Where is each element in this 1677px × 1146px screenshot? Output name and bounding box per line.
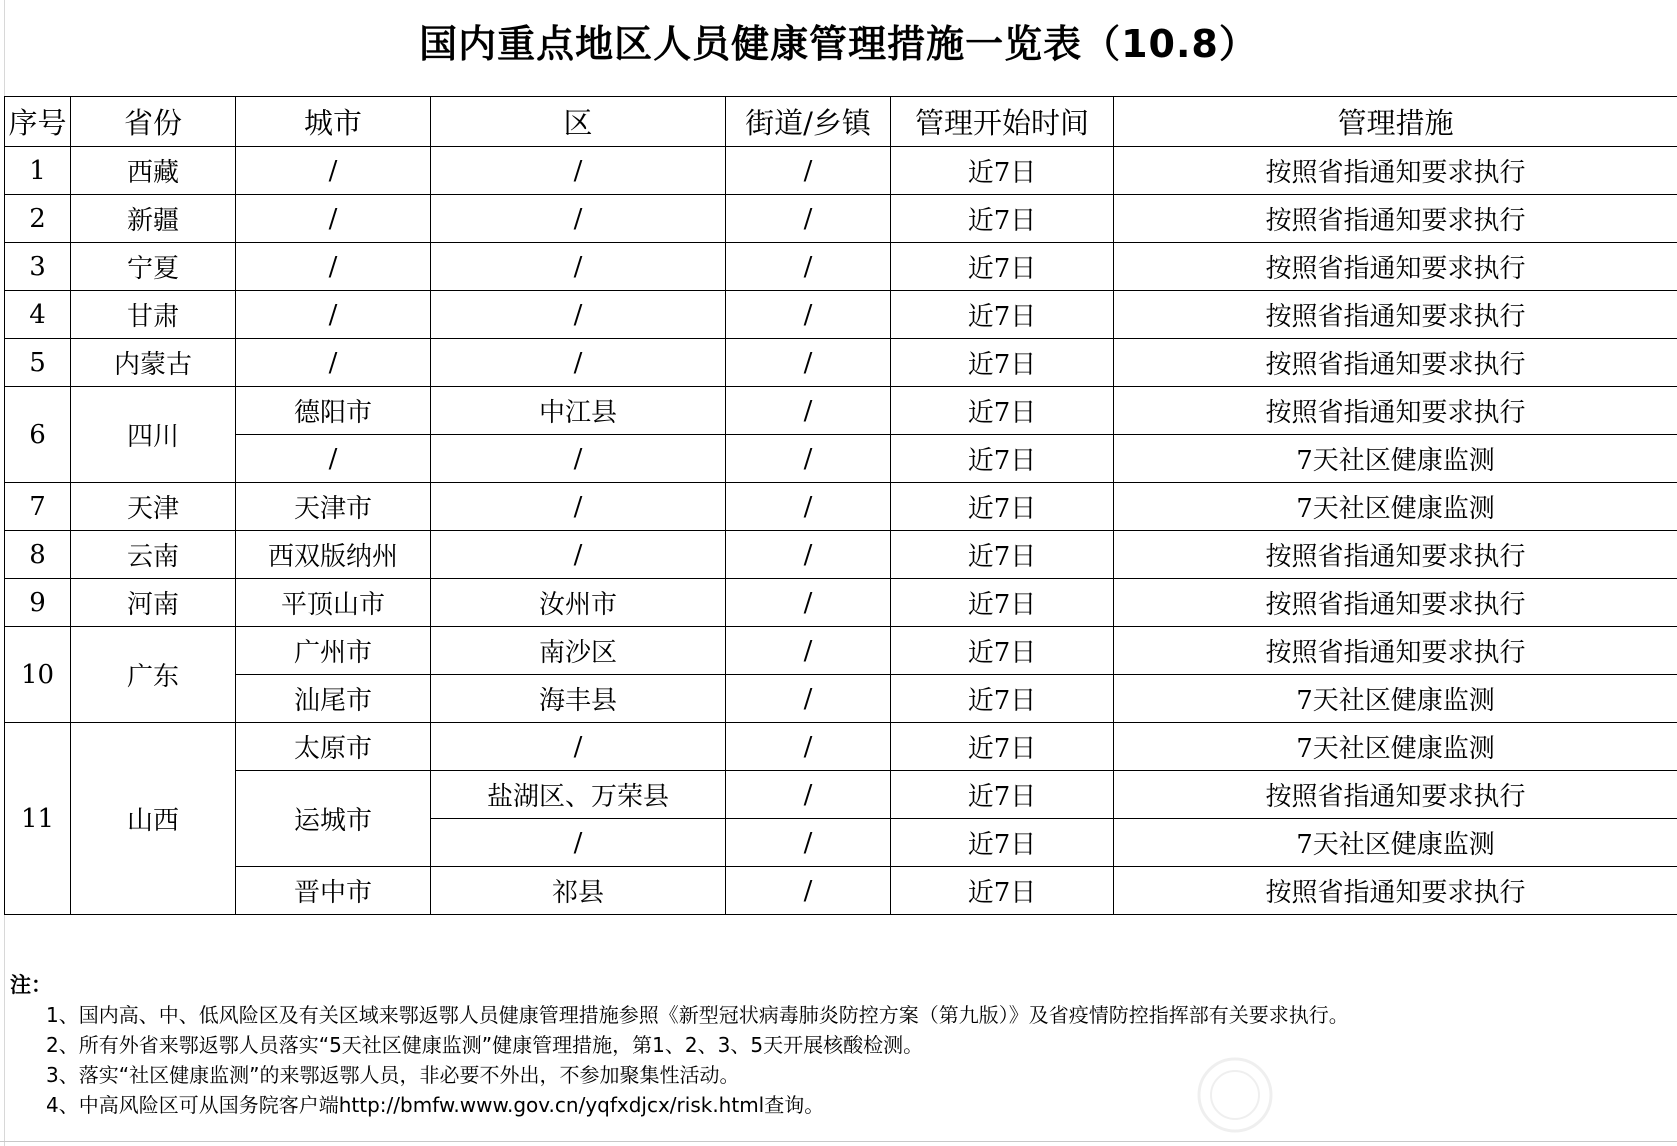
cell-no: 9 xyxy=(5,579,71,627)
cell-city: / xyxy=(236,435,431,483)
table-row xyxy=(5,579,1677,627)
header-measure: 管理措施 xyxy=(1114,97,1677,147)
cell-province: 山西 xyxy=(71,723,236,915)
header-no: 序号 xyxy=(5,97,71,147)
cell-start-time: 近7日 xyxy=(891,339,1114,387)
note-item: 4、中高风险区可从国务院客户端http://bmfw.www.gov.cn/yqfxdjcx/risk.html查询。 xyxy=(46,1093,825,1117)
table-row xyxy=(5,243,1677,291)
cell-start-time: 近7日 xyxy=(891,195,1114,243)
cell-city: 天津市 xyxy=(236,483,431,531)
cell-district: 祁县 xyxy=(431,867,726,915)
cell-measure: 7天社区健康监测 xyxy=(1114,675,1677,723)
cell-province: 宁夏 xyxy=(71,243,236,291)
cell-measure: 按照省指通知要求执行 xyxy=(1114,387,1677,435)
cell-city: 太原市 xyxy=(236,723,431,771)
cell-province: 云南 xyxy=(71,531,236,579)
cell-measure: 按照省指通知要求执行 xyxy=(1114,771,1677,819)
cell-street: / xyxy=(726,243,891,291)
cell-street: / xyxy=(726,195,891,243)
cell-no: 2 xyxy=(5,195,71,243)
cell-no: 6 xyxy=(5,387,71,483)
cell-province: 甘肃 xyxy=(71,291,236,339)
cell-city: / xyxy=(236,195,431,243)
cell-street: / xyxy=(726,435,891,483)
cell-street: / xyxy=(726,771,891,819)
cell-measure: 按照省指通知要求执行 xyxy=(1114,579,1677,627)
header-street: 街道/乡镇 xyxy=(726,97,891,147)
cell-start-time: 近7日 xyxy=(891,387,1114,435)
cell-street: / xyxy=(726,819,891,867)
cell-city: / xyxy=(236,243,431,291)
cell-province: 新疆 xyxy=(71,195,236,243)
cell-district: / xyxy=(431,339,726,387)
cell-district: 中江县 xyxy=(431,387,726,435)
page-edge-bottom xyxy=(0,1141,1677,1142)
cell-start-time: 近7日 xyxy=(891,723,1114,771)
cell-city: / xyxy=(236,291,431,339)
cell-district: 汝州市 xyxy=(431,579,726,627)
table-row xyxy=(5,675,1677,723)
cell-district: / xyxy=(431,483,726,531)
notes-section xyxy=(10,970,1670,1120)
cell-measure: 按照省指通知要求执行 xyxy=(1114,195,1677,243)
cell-measure: 按照省指通知要求执行 xyxy=(1114,339,1677,387)
header-district: 区 xyxy=(431,97,726,147)
table-row xyxy=(5,723,1677,771)
cell-street: / xyxy=(726,579,891,627)
cell-district: / xyxy=(431,819,726,867)
cell-start-time: 近7日 xyxy=(891,147,1114,195)
cell-no: 7 xyxy=(5,483,71,531)
table-row xyxy=(5,531,1677,579)
table-row xyxy=(5,483,1677,531)
note-item: 2、所有外省来鄂返鄂人员落实“5天社区健康监测”健康管理措施，第1、2、3、5天开展核酸检测。 xyxy=(46,1033,924,1057)
cell-district: / xyxy=(431,147,726,195)
note-item: 1、国内高、中、低风险区及有关区域来鄂返鄂人员健康管理措施参照《新型冠状病毒肺炎防控方案（第九版）》及省疫情防控指挥部有关要求执行。 xyxy=(46,1003,1349,1027)
cell-district: / xyxy=(431,723,726,771)
cell-measure: 按照省指通知要求执行 xyxy=(1114,243,1677,291)
cell-no: 8 xyxy=(5,531,71,579)
table-row xyxy=(5,627,1677,675)
cell-city: 广州市 xyxy=(236,627,431,675)
cell-measure: 按照省指通知要求执行 xyxy=(1114,531,1677,579)
header-start-time: 管理开始时间 xyxy=(891,97,1114,147)
cell-province: 西藏 xyxy=(71,147,236,195)
cell-start-time: 近7日 xyxy=(891,627,1114,675)
notes-label: 注： xyxy=(10,973,52,997)
table-row xyxy=(5,339,1677,387)
cell-start-time: 近7日 xyxy=(891,867,1114,915)
cell-district: 盐湖区、万荣县 xyxy=(431,771,726,819)
cell-city: 平顶山市 xyxy=(236,579,431,627)
header-city: 城市 xyxy=(236,97,431,147)
table-row xyxy=(5,867,1677,915)
cell-district: / xyxy=(431,243,726,291)
cell-start-time: 近7日 xyxy=(891,819,1114,867)
cell-start-time: 近7日 xyxy=(891,243,1114,291)
watermark-emblem xyxy=(1195,1055,1275,1135)
cell-street: / xyxy=(726,339,891,387)
measures-table xyxy=(4,96,1677,915)
cell-street: / xyxy=(726,483,891,531)
cell-no: 1 xyxy=(5,147,71,195)
cell-district: / xyxy=(431,291,726,339)
cell-no: 3 xyxy=(5,243,71,291)
cell-street: / xyxy=(726,627,891,675)
cell-city: / xyxy=(236,147,431,195)
cell-province: 天津 xyxy=(71,483,236,531)
cell-street: / xyxy=(726,723,891,771)
table-row xyxy=(5,195,1677,243)
page-title: 国内重点地区人员健康管理措施一览表（10.8） xyxy=(419,22,1258,66)
cell-province: 内蒙古 xyxy=(71,339,236,387)
table-row xyxy=(5,291,1677,339)
cell-start-time: 近7日 xyxy=(891,579,1114,627)
table-row xyxy=(5,147,1677,195)
cell-no: 4 xyxy=(5,291,71,339)
cell-street: / xyxy=(726,675,891,723)
cell-province: 广东 xyxy=(71,627,236,723)
cell-start-time: 近7日 xyxy=(891,771,1114,819)
cell-district: / xyxy=(431,195,726,243)
cell-no: 5 xyxy=(5,339,71,387)
header-province: 省份 xyxy=(71,97,236,147)
cell-measure: 按照省指通知要求执行 xyxy=(1114,867,1677,915)
cell-city: 运城市 xyxy=(236,771,431,867)
cell-street: / xyxy=(726,291,891,339)
cell-district: / xyxy=(431,435,726,483)
cell-measure: 7天社区健康监测 xyxy=(1114,483,1677,531)
cell-city: 德阳市 xyxy=(236,387,431,435)
cell-city: / xyxy=(236,339,431,387)
table-row xyxy=(5,387,1677,435)
cell-measure: 按照省指通知要求执行 xyxy=(1114,627,1677,675)
cell-no: 10 xyxy=(5,627,71,723)
cell-start-time: 近7日 xyxy=(891,675,1114,723)
cell-start-time: 近7日 xyxy=(891,531,1114,579)
cell-start-time: 近7日 xyxy=(891,435,1114,483)
cell-district: / xyxy=(431,531,726,579)
table-row xyxy=(5,771,1677,819)
cell-city: 汕尾市 xyxy=(236,675,431,723)
cell-city: 西双版纳州 xyxy=(236,531,431,579)
note-item: 3、落实“社区健康监测”的来鄂返鄂人员，非必要不外出，不参加聚集性活动。 xyxy=(46,1063,740,1087)
cell-measure: 按照省指通知要求执行 xyxy=(1114,147,1677,195)
header-row xyxy=(5,97,1677,147)
cell-street: / xyxy=(726,867,891,915)
table-row xyxy=(5,435,1677,483)
cell-measure: 按照省指通知要求执行 xyxy=(1114,291,1677,339)
cell-district: 南沙区 xyxy=(431,627,726,675)
cell-start-time: 近7日 xyxy=(891,483,1114,531)
cell-measure: 7天社区健康监测 xyxy=(1114,723,1677,771)
cell-district: 海丰县 xyxy=(431,675,726,723)
cell-measure: 7天社区健康监测 xyxy=(1114,435,1677,483)
cell-street: / xyxy=(726,387,891,435)
cell-street: / xyxy=(726,531,891,579)
cell-measure: 7天社区健康监测 xyxy=(1114,819,1677,867)
cell-city: 晋中市 xyxy=(236,867,431,915)
cell-province: 四川 xyxy=(71,387,236,483)
cell-province: 河南 xyxy=(71,579,236,627)
cell-street: / xyxy=(726,147,891,195)
cell-no: 11 xyxy=(5,723,71,915)
cell-start-time: 近7日 xyxy=(891,291,1114,339)
